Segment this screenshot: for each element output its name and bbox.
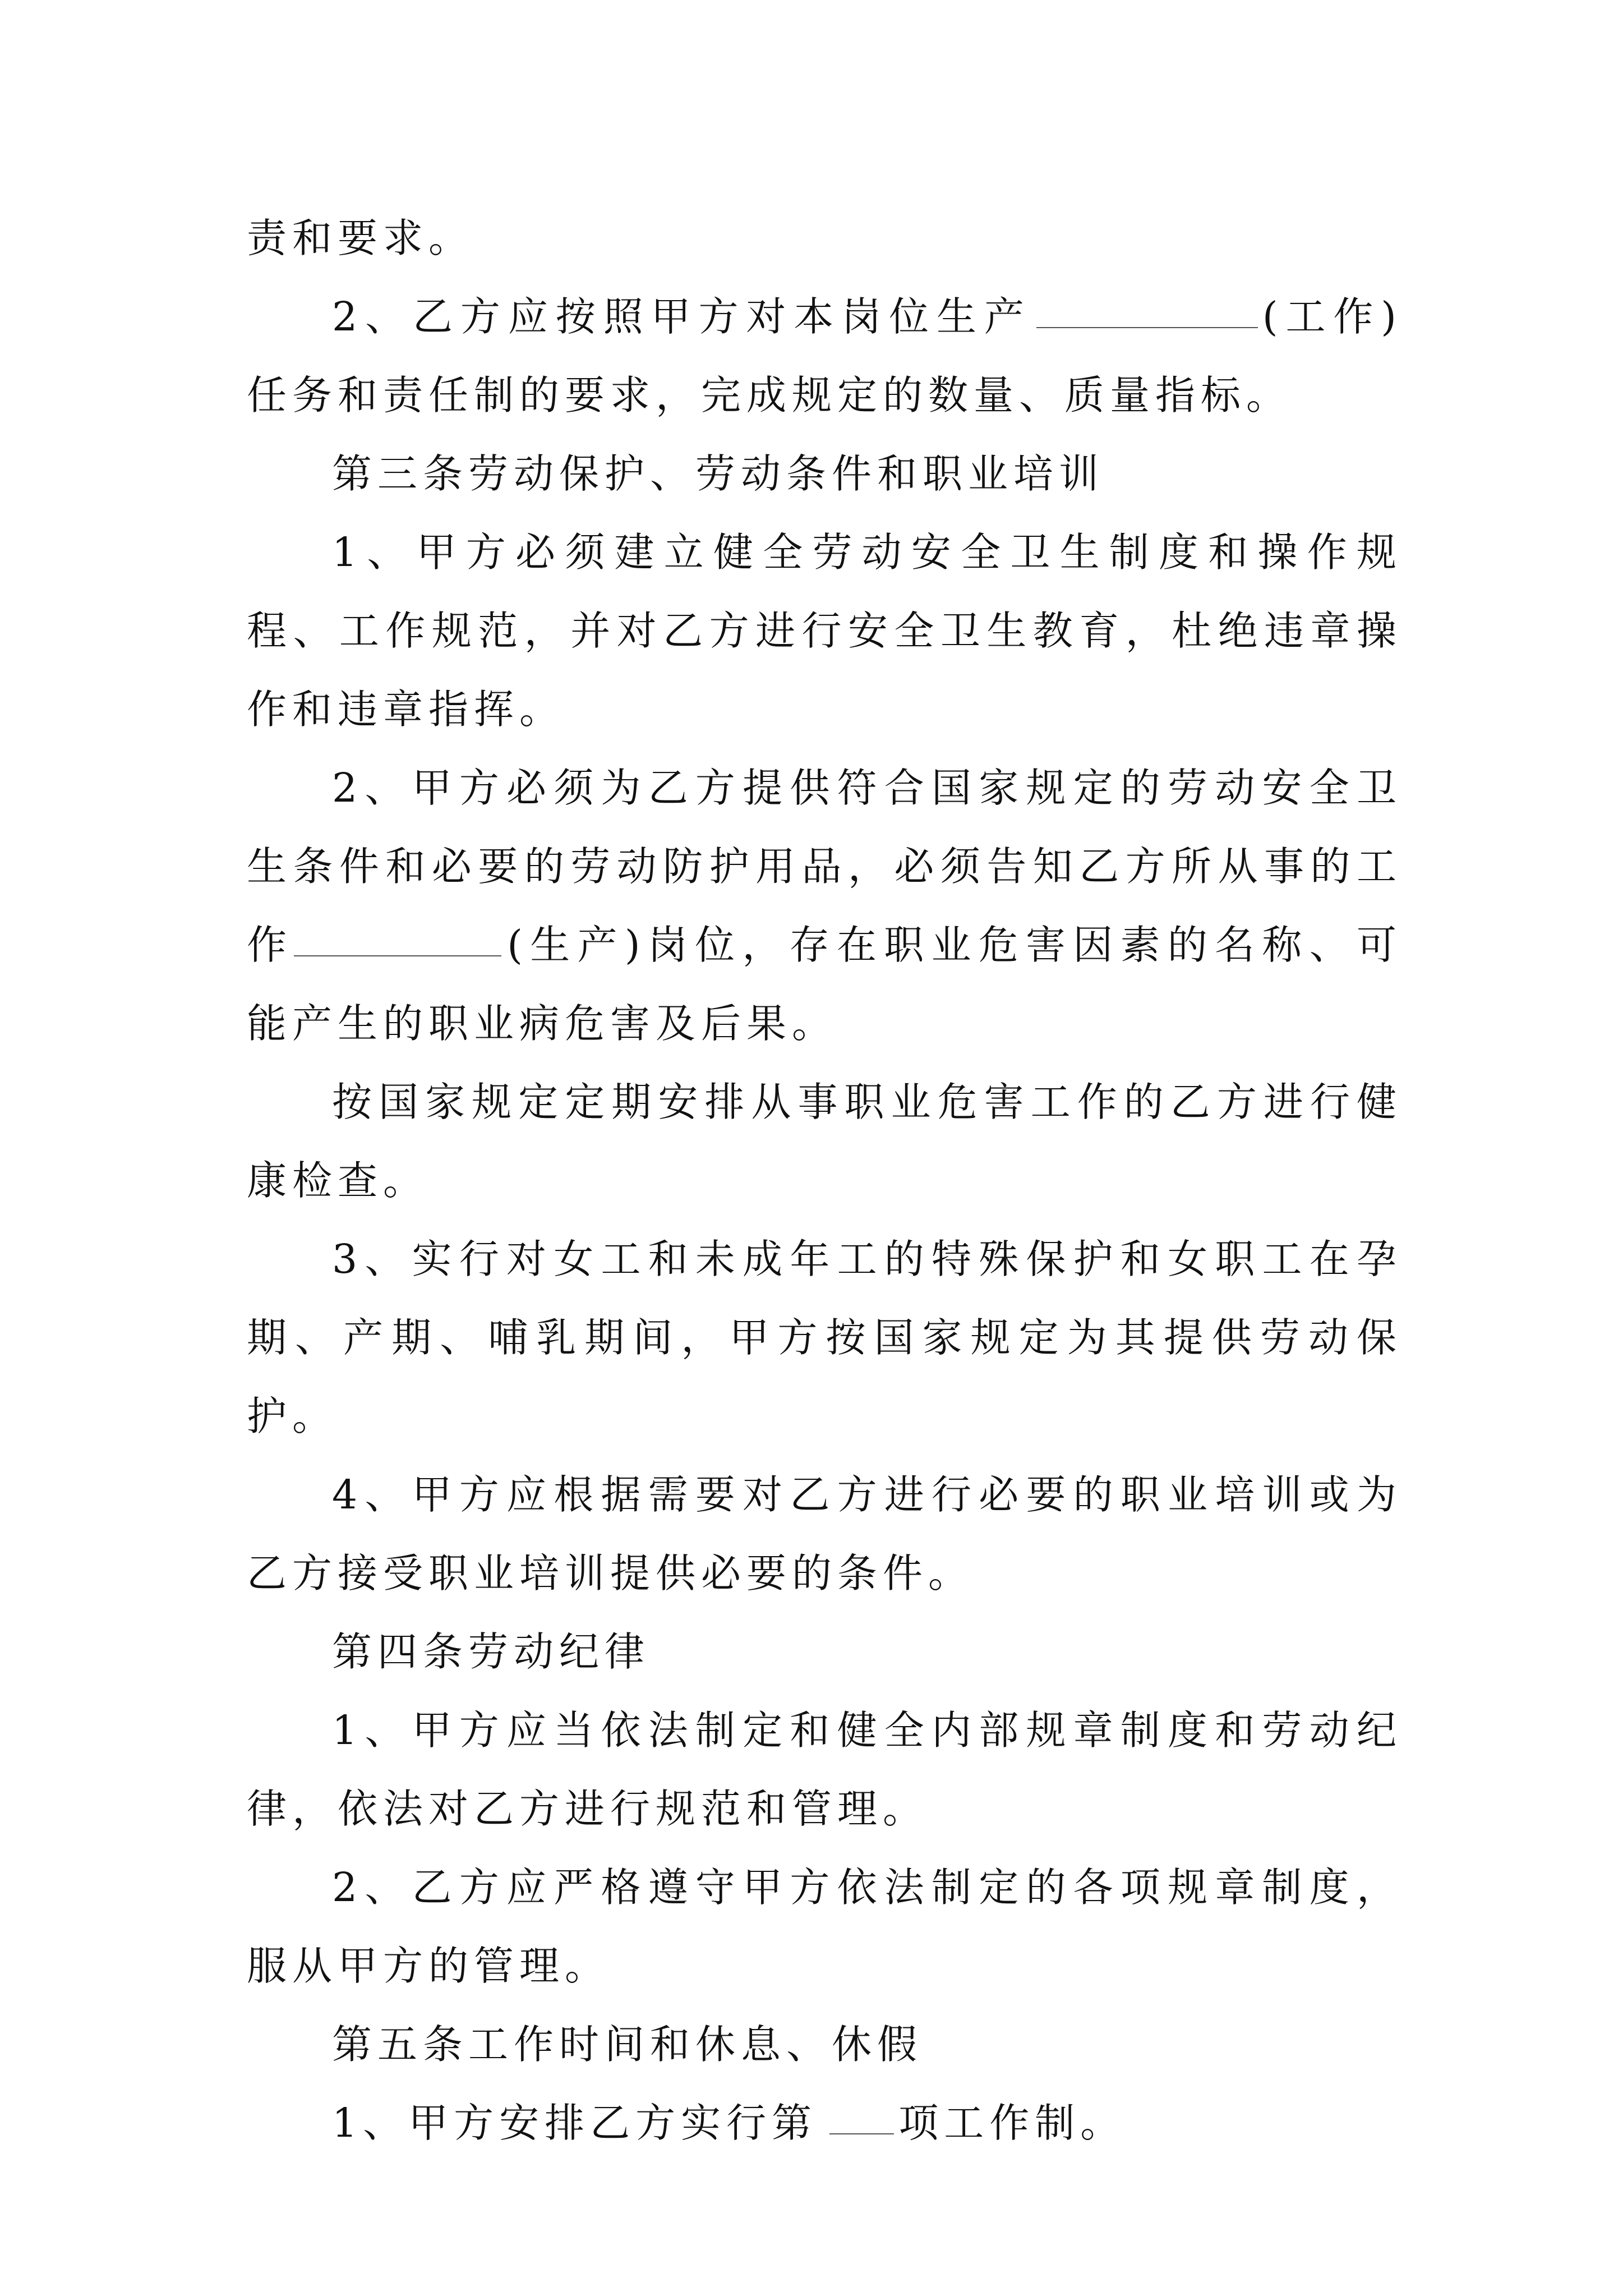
paragraph-article3-item3: 3、实行对女工和未成年工的特殊保护和女职工在孕期、产期、哺乳期间，甲方按国家规定为其提供劳动保护。	[247, 1236, 1402, 1439]
paragraph-health-check: 按国家规定定期安排从事职业危害工作的乙方进行健康检查。	[247, 1079, 1402, 1204]
paragraph-continuation: 责和要求。	[247, 215, 474, 261]
fill-in-blank[interactable]	[294, 955, 501, 956]
paragraph-text: 2、甲方必须为乙方提供符合国家规定的劳动安全卫生条件和必要的劳动防护用品，必须告知乙方所从事的工作	[247, 765, 1402, 968]
paragraph-article2-item2	[247, 278, 1402, 435]
paragraph-text: 1、甲方安排乙方实行第	[332, 2100, 818, 2146]
document-body	[247, 199, 1402, 2162]
article-heading-4: 第四条劳动纪律	[332, 1628, 651, 1675]
paragraph-article3-item1: 1、甲方必须建立健全劳动安全卫生制度和操作规程、工作规范，并对乙方进行安全卫生教育，杜绝违章操作和违章指挥。	[247, 529, 1402, 733]
article-heading-5: 第五条工作时间和休息、休假	[332, 2021, 923, 2068]
paragraph-article3-item2	[247, 749, 1402, 1063]
paragraph-article3-item4: 4、甲方应根据需要对乙方进行必要的职业培训或为乙方接受职业培训提供必要的条件。	[247, 1471, 1402, 1596]
paragraph-text: 2、乙方应按照甲方对本岗位生产	[332, 293, 1032, 340]
article-heading-3: 第三条劳动保护、劳动条件和职业培训	[332, 450, 1105, 497]
fill-in-blank[interactable]	[829, 2133, 894, 2134]
paragraph-text: 项工作制。	[898, 2100, 1126, 2146]
paragraph-article4-item2: 2、乙方应严格遵守甲方依法制定的各项规章制度，服从甲方的管理。	[247, 1864, 1402, 1989]
paragraph-article5-item1	[247, 2084, 1402, 2162]
paragraph-article4-item1: 1、甲方应当依法制定和健全内部规章制度和劳动纪律，依法对乙方进行规范和管理。	[247, 1707, 1402, 1832]
paragraph-text: (生产)岗位，存在职业危害因素的名称、可能产生的职业病危害及后果。	[247, 922, 1402, 1047]
paragraph-text: (工作)任务和责任制的要求，完成规定的数量、质量指标。	[247, 293, 1402, 418]
fill-in-blank[interactable]	[1036, 326, 1258, 328]
